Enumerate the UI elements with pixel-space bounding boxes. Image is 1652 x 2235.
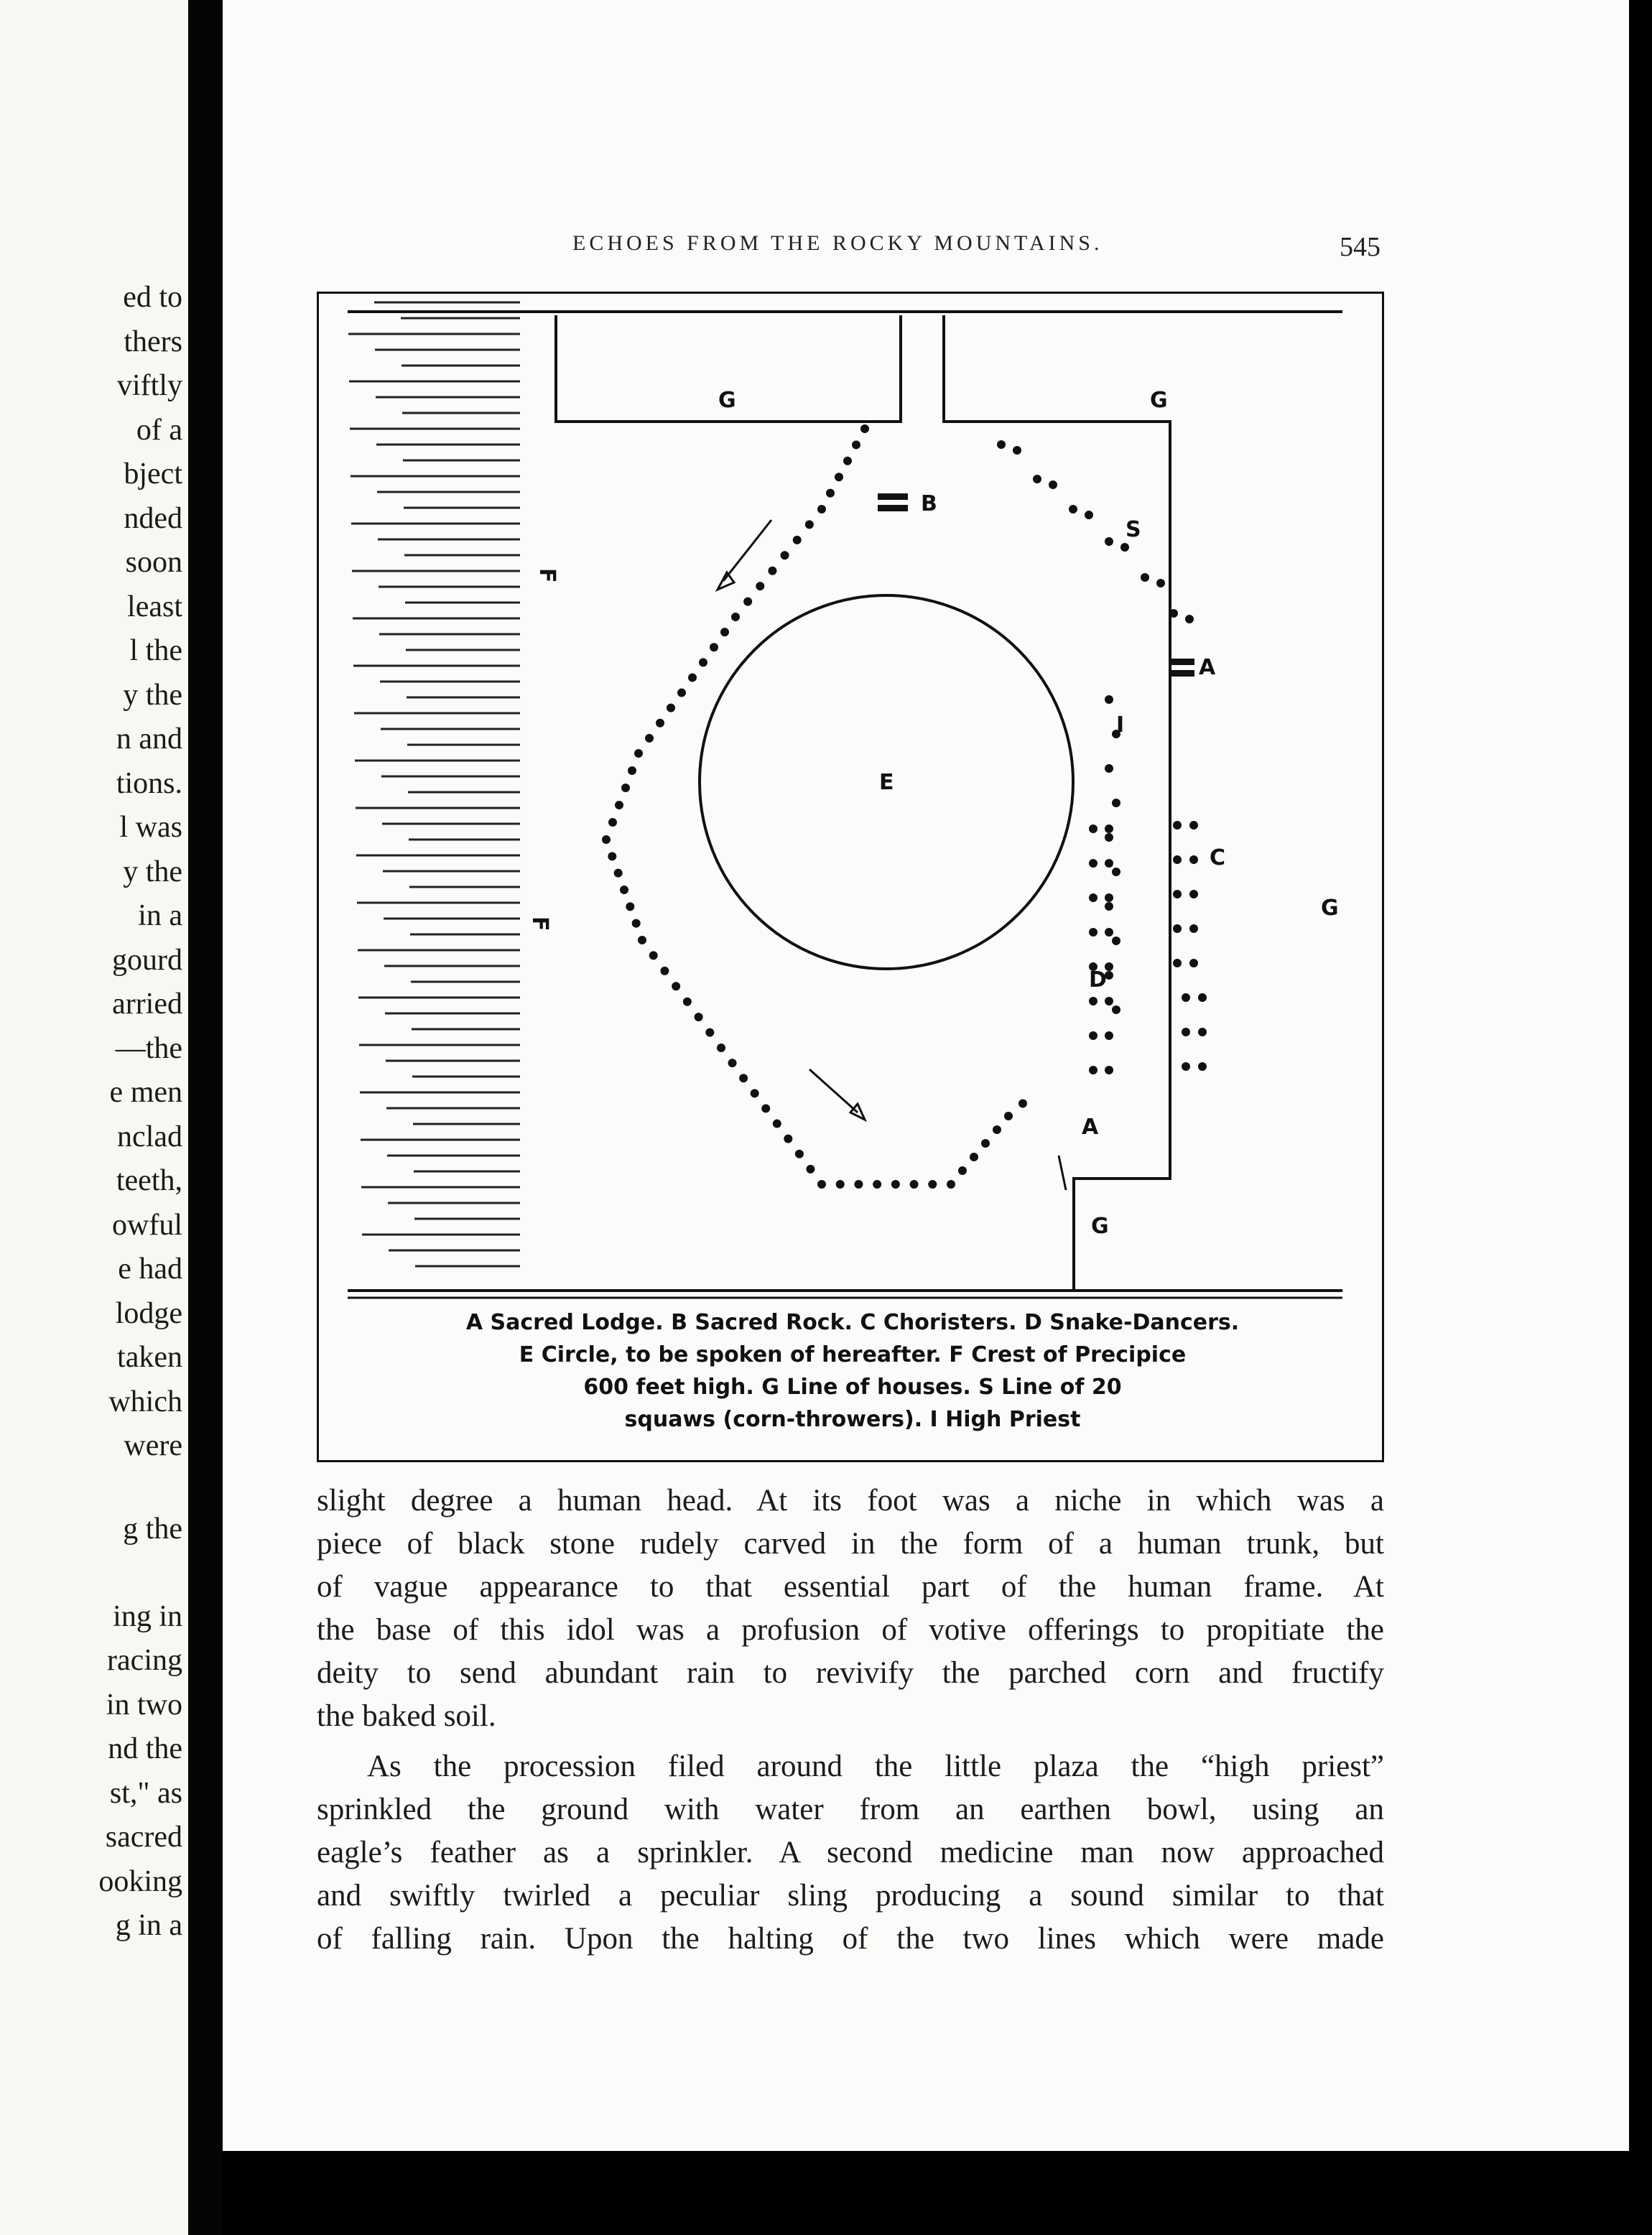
procession-dot <box>1004 1112 1013 1120</box>
procession-dot <box>649 951 658 959</box>
left-page-line: soon <box>125 546 182 579</box>
dancer-dot <box>1112 799 1120 807</box>
procession-dot <box>743 598 752 606</box>
text-line: deity to send abundant rain to revivify the parched corn and fructify <box>317 1656 1384 1690</box>
dancer-dot <box>1105 1031 1113 1040</box>
squaw-dot <box>1156 579 1165 587</box>
procession-dot <box>667 704 675 712</box>
text-line: As the procession filed around the little plaza the “high priest” <box>367 1750 1384 1783</box>
label-g-3: G <box>1321 896 1339 921</box>
chorister-dot <box>1189 855 1198 864</box>
procession-dot <box>710 643 718 651</box>
diagram-drawing <box>319 294 1382 1460</box>
arrow-line-2 <box>809 1069 858 1112</box>
text-line: and swiftly twirled a peculiar sling producing a sound similar to that <box>317 1879 1384 1913</box>
procession-dot <box>795 1150 804 1158</box>
label-e: E <box>879 770 894 795</box>
chorister-dot <box>1173 924 1182 933</box>
procession-dot <box>608 852 616 860</box>
text-line: slight degree a human head. At its foot was a niche in which was a <box>317 1484 1384 1518</box>
procession-dot <box>947 1180 955 1189</box>
procession-dot <box>781 551 789 559</box>
dancer-dot <box>1089 928 1098 937</box>
label-a-1: A <box>1199 655 1216 680</box>
procession-dot <box>836 1180 845 1189</box>
procession-dot <box>728 1059 737 1067</box>
procession-dot <box>615 801 623 809</box>
left-page-line: arried <box>112 988 182 1021</box>
squaw-dot <box>997 440 1006 449</box>
procession-dot <box>699 658 707 666</box>
left-page-fragment <box>0 0 188 2235</box>
left-page-line: racing <box>107 1644 182 1677</box>
precipice-hatching <box>348 302 520 1266</box>
chorister-dot <box>1189 924 1198 933</box>
procession-dot <box>717 1044 725 1052</box>
procession-dot <box>688 673 697 682</box>
squaw-dot <box>1013 446 1021 455</box>
chorister-dot <box>1182 1062 1190 1071</box>
chorister-dot <box>1173 855 1182 864</box>
procession-dot <box>656 719 664 728</box>
text-line: the baked soil. <box>317 1699 496 1733</box>
left-page-line: which <box>108 1385 182 1418</box>
text-line: of vague appearance to that essential part of the human frame. At <box>317 1570 1384 1604</box>
procession-dot <box>958 1166 967 1175</box>
procession-dot <box>843 457 852 465</box>
procession-dot <box>826 489 835 498</box>
procession-dot <box>628 766 636 775</box>
left-page-line: in two <box>106 1688 182 1721</box>
procession-dot <box>626 902 634 911</box>
dancer-dot <box>1105 997 1113 1005</box>
procession-dot <box>806 1165 815 1174</box>
dancer-dot <box>1105 893 1113 902</box>
label-d: D <box>1089 967 1107 993</box>
procession-dot <box>981 1139 990 1148</box>
caption-line: A Sacred Lodge. B Sacred Rock. C Choristers. D Snake-Dancers. <box>465 1310 1240 1335</box>
chorister-dot <box>1189 959 1198 967</box>
left-page-line: ed to <box>123 281 182 314</box>
chorister-dot <box>1198 1062 1207 1071</box>
label-s: S <box>1126 517 1141 542</box>
left-page-line: nded <box>124 501 182 535</box>
procession-dot <box>860 424 869 433</box>
dancer-dot <box>1105 859 1113 868</box>
procession-dot <box>928 1180 937 1189</box>
procession-dot <box>993 1125 1001 1134</box>
procession-dot <box>731 613 740 621</box>
procession-dot <box>739 1074 748 1082</box>
left-page-line: g the <box>123 1513 182 1546</box>
arrow-line-1 <box>723 520 771 581</box>
dancer-dot <box>1105 1066 1113 1074</box>
chorister-dot <box>1182 993 1190 1002</box>
dancer-dot <box>1105 833 1113 842</box>
squaw-dot <box>1169 609 1178 618</box>
procession-dot <box>793 536 802 544</box>
procession-dot <box>645 734 654 743</box>
left-page-line: y the <box>123 855 182 888</box>
squaw-dot <box>1120 543 1129 552</box>
sacred-lodge-mark <box>1170 659 1194 665</box>
sacred-rock-mark-2 <box>878 505 908 511</box>
chorister-dot <box>1189 821 1198 830</box>
left-page-line: thers <box>124 325 182 358</box>
dancer-dot <box>1112 868 1120 876</box>
text-line: sprinkled the ground with water from an earthen bowl, using an <box>317 1793 1384 1826</box>
left-page-line: owful <box>112 1208 182 1242</box>
procession-dot <box>773 1120 781 1128</box>
plaza-diagram <box>317 292 1384 1462</box>
book-page <box>223 0 1629 2151</box>
houses-right-block <box>944 315 1170 1291</box>
procession-dot <box>602 835 611 844</box>
procession-dot <box>873 1180 881 1189</box>
left-page-line: ooking <box>98 1864 182 1898</box>
chorister-dot <box>1198 993 1207 1002</box>
page-number: 545 <box>1340 232 1380 262</box>
procession-dot <box>608 818 617 827</box>
label-f-2: F <box>527 916 552 931</box>
text-line: piece of black stone rudely carved in the form of a human trunk, but <box>317 1527 1384 1561</box>
dancer-dot <box>1105 824 1113 833</box>
caption-line: 600 feet high. G Line of houses. S Line of 20 <box>583 1375 1122 1400</box>
left-page-line: least <box>127 590 182 623</box>
left-page-line: nclad <box>117 1120 182 1153</box>
label-a-2: A <box>1082 1115 1099 1140</box>
left-page-line: bject <box>124 457 182 491</box>
squaw-dot <box>1049 480 1057 489</box>
label-g-2: G <box>1150 388 1168 413</box>
left-page-line: teeth, <box>116 1164 182 1197</box>
procession-dot <box>891 1180 900 1189</box>
text-line: eagle’s feather as a sprinkler. A second medicine man now approached <box>317 1836 1384 1869</box>
left-page-line: —the <box>115 1031 182 1065</box>
procession-dot <box>614 869 623 878</box>
sacred-rock-mark <box>878 493 908 500</box>
left-page-line: l the <box>129 634 182 667</box>
procession-dot <box>910 1180 919 1189</box>
dancer-dot <box>1112 1005 1120 1014</box>
label-g-4: G <box>1091 1214 1109 1239</box>
procession-dot <box>756 582 764 590</box>
caption-line: squaws (corn-throwers). I High Priest <box>624 1407 1081 1432</box>
left-page-line: g in a <box>115 1909 182 1942</box>
procession-dot <box>784 1135 792 1143</box>
label-c: C <box>1210 845 1226 870</box>
procession-dots <box>602 424 1207 1189</box>
procession-dot <box>683 998 692 1006</box>
left-page-line: gourd <box>112 943 182 977</box>
dancer-dot <box>1089 997 1098 1005</box>
chorister-dot <box>1173 959 1182 967</box>
procession-dot <box>638 936 646 944</box>
procession-dot <box>1018 1100 1027 1108</box>
chorister-dot <box>1173 821 1182 830</box>
dancer-dot <box>1105 902 1113 911</box>
dancer-dot <box>1089 1031 1098 1040</box>
left-page-line: e men <box>109 1076 182 1109</box>
dancer-dot <box>1112 937 1120 945</box>
left-page-line: sacred <box>105 1821 182 1854</box>
dancer-dot <box>1089 859 1098 868</box>
left-page-line: y the <box>123 678 182 712</box>
procession-dot <box>761 1104 770 1112</box>
left-page-line: viftly <box>117 369 182 402</box>
left-page-line: taken <box>117 1341 182 1374</box>
procession-dot <box>817 1180 826 1189</box>
procession-dot <box>854 1180 863 1189</box>
lodge-arrow-line <box>1059 1156 1066 1190</box>
procession-dot <box>695 1013 703 1021</box>
running-head: ECHOES FROM THE ROCKY MOUNTAINS. <box>572 231 1103 255</box>
squaw-dot <box>1185 615 1194 623</box>
procession-dot <box>805 520 814 529</box>
chorister-dot <box>1173 890 1182 898</box>
left-page-line: st," as <box>109 1776 182 1810</box>
label-b: B <box>921 491 937 516</box>
left-page-line: tions. <box>116 766 182 800</box>
caption-line: E Circle, to be spoken of hereafter. F Crest of Precipice <box>519 1342 1187 1367</box>
dancer-dot <box>1105 695 1113 704</box>
label-f-1: F <box>534 568 560 583</box>
left-page-line: n and <box>116 722 182 756</box>
figure-caption <box>333 1306 1372 1436</box>
dancer-dot <box>1089 893 1098 902</box>
squaw-dot <box>1085 511 1093 519</box>
procession-dot <box>817 505 826 514</box>
book-gutter <box>188 0 223 2235</box>
left-page-line: l was <box>119 811 182 844</box>
procession-dot <box>660 967 669 975</box>
left-page-line: of a <box>136 413 182 447</box>
left-page-line: nd the <box>108 1732 182 1765</box>
page-edge-shadow <box>1629 0 1652 2235</box>
procession-dot <box>632 919 641 928</box>
paragraph-1 <box>317 1479 1384 1738</box>
dancer-dot <box>1105 764 1113 773</box>
left-page-line: were <box>124 1429 182 1462</box>
left-page-line: in a <box>138 899 182 932</box>
squaw-dot <box>1033 475 1041 483</box>
label-g-1: G <box>718 388 736 413</box>
procession-dot <box>621 784 630 792</box>
procession-dot <box>634 749 643 758</box>
arrow-head-1 <box>718 572 734 590</box>
left-page-line: ing in <box>113 1599 182 1633</box>
left-page-line: e had <box>118 1253 182 1286</box>
squaw-dot <box>1069 505 1077 514</box>
dancer-dot <box>1089 824 1098 833</box>
procession-dot <box>620 886 628 894</box>
text-line: of falling rain. Upon the halting of the two lines which were made <box>317 1922 1384 1956</box>
sacred-lodge-mark-2 <box>1170 670 1194 677</box>
procession-dot <box>835 473 843 481</box>
chorister-dot <box>1189 890 1198 898</box>
chorister-dot <box>1182 1028 1190 1036</box>
procession-dot <box>970 1153 978 1161</box>
left-page-line: lodge <box>115 1296 182 1330</box>
procession-dot <box>852 440 860 449</box>
dancer-dot <box>1089 1066 1098 1074</box>
text-line: the base of this idol was a profusion of votive offerings to propitiate the <box>317 1613 1384 1647</box>
procession-dot <box>720 628 729 636</box>
chorister-dot <box>1198 1028 1207 1036</box>
squaw-dot <box>1105 537 1113 546</box>
procession-dot <box>705 1028 714 1037</box>
label-i: I <box>1116 712 1125 738</box>
procession-dot <box>677 689 686 697</box>
procession-dot <box>751 1089 759 1097</box>
paragraph-2 <box>317 1745 1384 1961</box>
procession-dot <box>672 982 680 990</box>
procession-dot <box>768 567 776 575</box>
dancer-dot <box>1105 928 1113 937</box>
squaw-dot <box>1141 573 1149 582</box>
